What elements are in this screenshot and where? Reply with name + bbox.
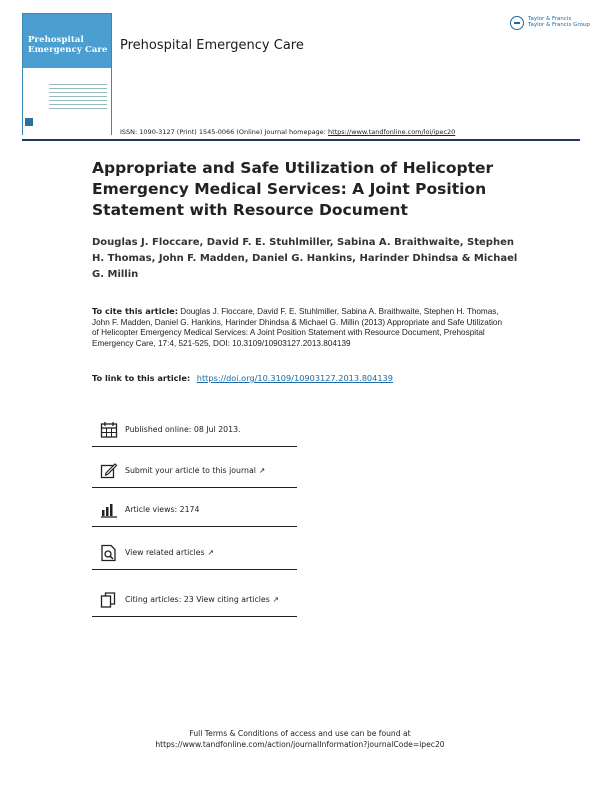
- article-authors: Douglas J. Floccare, David F. E. Stuhlmiller, Sabina A. Braithwaite, Stephen H. Thomas, John F. Madden, Daniel G. Hankins, Harinder Dhindsa & Michael G. Millin: [92, 237, 518, 280]
- published-date: Published online: 08 Jul 2013.: [125, 425, 241, 434]
- citation-block: [92, 306, 507, 349]
- cite-label: To cite this article:: [92, 306, 178, 316]
- doi-link[interactable]: https://doi.org/10.3109/10903127.2013.804139: [196, 373, 393, 383]
- cite-text: Douglas J. Floccare, David F. E. Stuhlmiller, Sabina A. Braithwaite, Stephen H. Thomas, John F. Madden, Daniel G. Hankins, Harinder Dhindsa & Michael G. Millin (2013) Appropriate and Safe Utilization of Helicopter Emergency Medical Services: A Joint Position Statement with Resource Document, Prehospital Emergency Care, 17:4, 521-525, DOI: 10.3109/10903127.2013.804139: [92, 307, 503, 348]
- journal-homepage-link[interactable]: https://www.tandfonline.com/loi/ipec20: [327, 128, 456, 136]
- related-articles-icon: [100, 544, 118, 562]
- submit-row[interactable]: [92, 455, 297, 488]
- bar-chart-icon: [100, 501, 118, 519]
- citing-articles-link[interactable]: Citing articles: 23 View citing articles: [125, 595, 270, 604]
- published-row: [92, 414, 297, 447]
- external-link-icon: ↗: [207, 548, 214, 557]
- link-label: To link to this article:: [92, 373, 191, 383]
- article-link-row: [92, 373, 393, 383]
- edit-icon: [100, 462, 118, 480]
- issn-line: ISSN: 1090-3127 (Print) 1545-0066 (Online) Journal homepage: https://www.tandfonline.com/loi/ipec20: [120, 128, 456, 136]
- journal-name: Prehospital Emergency Care: [120, 38, 304, 53]
- related-articles-link[interactable]: View related articles: [125, 548, 205, 557]
- calendar-icon: [100, 421, 118, 439]
- header-divider: [22, 139, 580, 141]
- external-link-icon: ↗: [272, 595, 280, 604]
- footer: [0, 728, 600, 750]
- related-row[interactable]: [92, 537, 297, 570]
- publisher-logo: Taylor & Francis Taylor & Francis Group: [510, 14, 590, 36]
- cover-logo: [25, 118, 33, 126]
- citing-articles-icon: [100, 591, 118, 609]
- journal-cover: [22, 13, 112, 135]
- views-row: [92, 494, 297, 527]
- submit-article-link[interactable]: Submit your article to this journal: [125, 466, 256, 475]
- footer-terms: Full Terms & Conditions of access and use can be found at: [189, 729, 411, 738]
- cover-title: Prehospital Emergency Care: [28, 35, 108, 55]
- external-link-icon: ↗: [258, 466, 266, 475]
- citing-row[interactable]: [92, 584, 297, 617]
- article-views: Article views: 2174: [125, 505, 200, 514]
- article-title: Appropriate and Safe Utilization of Helicopter Emergency Medical Services: A Joint Position Statement with Resource Document: [92, 159, 494, 219]
- footer-terms-link[interactable]: https://www.tandfonline.com/action/journalInformation?journalCode=ipec20: [155, 740, 445, 749]
- publisher-logo-icon: [510, 16, 524, 30]
